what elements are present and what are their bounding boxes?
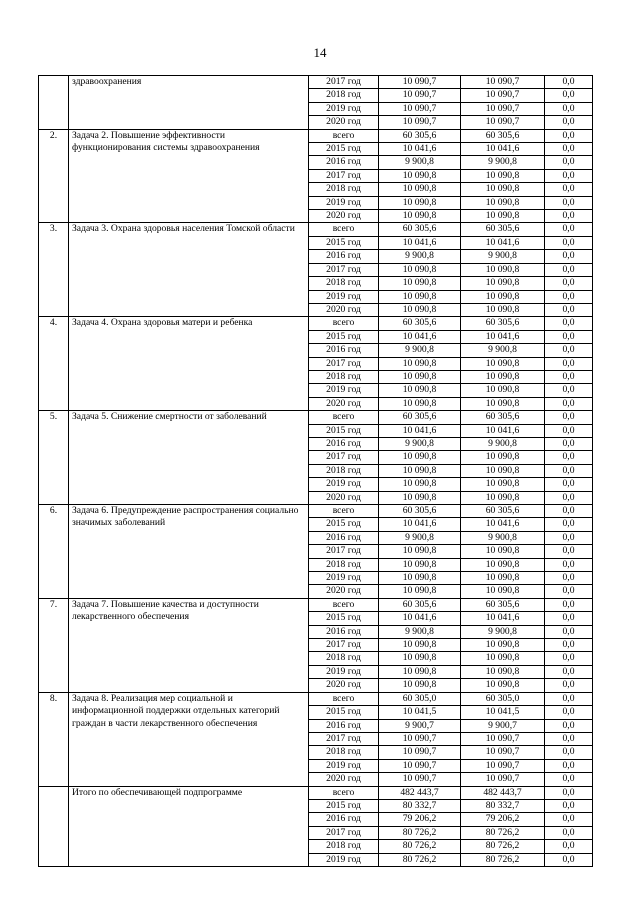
budget-amount-cell: 10 090,7 (461, 759, 545, 772)
table-row (39, 786, 593, 799)
total-amount-cell: 80 726,2 (379, 853, 461, 866)
other-amount-cell: 0,0 (545, 558, 593, 571)
period-cell: 2017 год (309, 545, 379, 558)
budget-amount-cell: 10 090,8 (461, 558, 545, 571)
budget-amount-cell: 80 332,7 (461, 799, 545, 812)
period-cell: 2018 год (309, 746, 379, 759)
budget-amount-cell: 10 090,8 (461, 290, 545, 303)
task-title: здравоохранения (69, 76, 309, 130)
budget-amount-cell: 60 305,6 (461, 223, 545, 236)
total-amount-cell: 10 090,8 (379, 169, 461, 182)
total-amount-cell: 10 090,8 (379, 357, 461, 370)
other-amount-cell: 0,0 (545, 263, 593, 276)
period-cell: 2018 год (309, 464, 379, 477)
period-cell: 2019 год (309, 665, 379, 678)
other-amount-cell: 0,0 (545, 840, 593, 853)
period-cell: 2020 год (309, 210, 379, 223)
period-cell: 2016 год (309, 531, 379, 544)
total-amount-cell: 10 041,6 (379, 330, 461, 343)
task-number: 5. (39, 411, 69, 505)
table-row (39, 129, 593, 142)
other-amount-cell: 0,0 (545, 625, 593, 638)
budget-amount-cell: 10 090,8 (461, 277, 545, 290)
period-cell: 2017 год (309, 732, 379, 745)
other-amount-cell: 0,0 (545, 585, 593, 598)
other-amount-cell: 0,0 (545, 303, 593, 316)
table-row (39, 598, 593, 611)
other-amount-cell: 0,0 (545, 102, 593, 115)
budget-amount-cell: 10 090,8 (461, 665, 545, 678)
period-cell: 2019 год (309, 290, 379, 303)
total-amount-cell: 10 090,7 (379, 732, 461, 745)
period-cell: всего (309, 505, 379, 518)
task-number: 6. (39, 505, 69, 599)
other-amount-cell: 0,0 (545, 759, 593, 772)
task-number: 8. (39, 692, 69, 786)
total-amount-cell: 60 305,6 (379, 598, 461, 611)
total-amount-cell: 10 041,6 (379, 236, 461, 249)
period-cell: 2019 год (309, 759, 379, 772)
period-cell: 2016 год (309, 625, 379, 638)
total-amount-cell: 10 090,8 (379, 464, 461, 477)
other-amount-cell: 0,0 (545, 129, 593, 142)
period-cell: всего (309, 129, 379, 142)
budget-amount-cell: 9 900,7 (461, 719, 545, 732)
budget-amount-cell: 9 900,8 (461, 156, 545, 169)
budget-amount-cell: 60 305,6 (461, 129, 545, 142)
total-amount-cell: 10 090,8 (379, 491, 461, 504)
budget-amount-cell: 79 206,2 (461, 813, 545, 826)
other-amount-cell: 0,0 (545, 210, 593, 223)
budget-amount-cell: 10 090,8 (461, 572, 545, 585)
other-amount-cell: 0,0 (545, 773, 593, 786)
total-amount-cell: 10 090,8 (379, 210, 461, 223)
other-amount-cell: 0,0 (545, 169, 593, 182)
period-cell: 2017 год (309, 357, 379, 370)
budget-amount-cell: 80 726,2 (461, 826, 545, 839)
other-amount-cell: 0,0 (545, 531, 593, 544)
period-cell: 2019 год (309, 384, 379, 397)
total-amount-cell: 10 090,8 (379, 652, 461, 665)
period-cell: 2020 год (309, 679, 379, 692)
period-cell: всего (309, 692, 379, 705)
budget-amount-cell: 10 090,8 (461, 263, 545, 276)
other-amount-cell: 0,0 (545, 397, 593, 410)
other-amount-cell: 0,0 (545, 317, 593, 330)
period-cell: 2020 год (309, 585, 379, 598)
budget-amount-cell: 10 041,6 (461, 424, 545, 437)
table-row (39, 411, 593, 424)
period-cell: 2017 год (309, 76, 379, 89)
period-cell: 2020 год (309, 773, 379, 786)
task-title: Задача 4. Охрана здоровья матери и ребенка (69, 317, 309, 411)
other-amount-cell: 0,0 (545, 706, 593, 719)
budget-amount-cell: 10 090,7 (461, 746, 545, 759)
budget-amount-cell: 9 900,8 (461, 437, 545, 450)
other-amount-cell: 0,0 (545, 505, 593, 518)
other-amount-cell: 0,0 (545, 572, 593, 585)
other-amount-cell: 0,0 (545, 277, 593, 290)
budget-amount-cell: 10 090,8 (461, 303, 545, 316)
budget-amount-cell: 60 305,0 (461, 692, 545, 705)
budget-amount-cell: 9 900,8 (461, 344, 545, 357)
total-amount-cell: 10 041,6 (379, 143, 461, 156)
period-cell: 2018 год (309, 277, 379, 290)
other-amount-cell: 0,0 (545, 411, 593, 424)
other-amount-cell: 0,0 (545, 813, 593, 826)
other-amount-cell: 0,0 (545, 89, 593, 102)
table-row (39, 692, 593, 705)
other-amount-cell: 0,0 (545, 236, 593, 249)
total-amount-cell: 10 090,8 (379, 290, 461, 303)
other-amount-cell: 0,0 (545, 330, 593, 343)
total-amount-cell: 80 332,7 (379, 799, 461, 812)
budget-amount-cell: 10 090,8 (461, 679, 545, 692)
total-amount-cell: 10 090,8 (379, 679, 461, 692)
task-number: 3. (39, 223, 69, 317)
other-amount-cell: 0,0 (545, 853, 593, 866)
budget-amount-cell: 10 090,7 (461, 116, 545, 129)
total-amount-cell: 60 305,6 (379, 505, 461, 518)
budget-amount-cell: 80 726,2 (461, 840, 545, 853)
budget-amount-cell: 10 090,8 (461, 397, 545, 410)
budget-amount-cell: 60 305,6 (461, 505, 545, 518)
task-number (39, 76, 69, 130)
budget-amount-cell: 10 090,8 (461, 464, 545, 477)
total-amount-cell: 60 305,6 (379, 223, 461, 236)
period-cell: 2018 год (309, 89, 379, 102)
total-amount-cell: 482 443,7 (379, 786, 461, 799)
other-amount-cell: 0,0 (545, 786, 593, 799)
task-title: Задача 5. Снижение смертности от заболеваний (69, 411, 309, 505)
total-amount-cell: 10 090,7 (379, 773, 461, 786)
total-amount-cell: 60 305,6 (379, 411, 461, 424)
other-amount-cell: 0,0 (545, 143, 593, 156)
total-amount-cell: 10 090,8 (379, 370, 461, 383)
total-amount-cell: 10 090,7 (379, 89, 461, 102)
other-amount-cell: 0,0 (545, 598, 593, 611)
other-amount-cell: 0,0 (545, 826, 593, 839)
period-cell: 2019 год (309, 102, 379, 115)
other-amount-cell: 0,0 (545, 384, 593, 397)
budget-table (38, 75, 593, 867)
period-cell: 2016 год (309, 813, 379, 826)
total-amount-cell: 10 090,8 (379, 572, 461, 585)
total-amount-cell: 10 090,8 (379, 451, 461, 464)
period-cell: 2017 год (309, 826, 379, 839)
task-title: Задача 8. Реализация мер социальной и информационной поддержки отдельных категорий граждан в части лекарственного обеспечения (69, 692, 309, 786)
other-amount-cell: 0,0 (545, 451, 593, 464)
budget-amount-cell: 10 090,7 (461, 76, 545, 89)
period-cell: 2015 год (309, 518, 379, 531)
task-title: Задача 7. Повышение качества и доступности лекарственного обеспечения (69, 598, 309, 692)
total-amount-cell: 60 305,6 (379, 317, 461, 330)
other-amount-cell: 0,0 (545, 116, 593, 129)
other-amount-cell: 0,0 (545, 665, 593, 678)
other-amount-cell: 0,0 (545, 183, 593, 196)
period-cell: 2019 год (309, 478, 379, 491)
budget-amount-cell: 10 090,7 (461, 89, 545, 102)
total-amount-cell: 10 090,7 (379, 102, 461, 115)
total-amount-cell: 9 900,8 (379, 531, 461, 544)
budget-amount-cell: 10 041,6 (461, 143, 545, 156)
other-amount-cell: 0,0 (545, 545, 593, 558)
budget-amount-cell: 9 900,8 (461, 250, 545, 263)
task-number: 2. (39, 129, 69, 223)
period-cell: всего (309, 317, 379, 330)
period-cell: 2015 год (309, 799, 379, 812)
budget-amount-cell: 80 726,2 (461, 853, 545, 866)
total-amount-cell: 9 900,8 (379, 625, 461, 638)
total-amount-cell: 10 090,8 (379, 397, 461, 410)
page-number: 14 (313, 45, 327, 60)
total-amount-cell: 10 041,5 (379, 706, 461, 719)
budget-amount-cell: 60 305,6 (461, 598, 545, 611)
period-cell: всего (309, 786, 379, 799)
period-cell: 2018 год (309, 370, 379, 383)
total-amount-cell: 10 090,8 (379, 277, 461, 290)
other-amount-cell: 0,0 (545, 290, 593, 303)
period-cell: 2016 год (309, 437, 379, 450)
other-amount-cell: 0,0 (545, 424, 593, 437)
budget-amount-cell: 10 090,7 (461, 732, 545, 745)
total-amount-cell: 10 090,7 (379, 116, 461, 129)
budget-amount-cell: 482 443,7 (461, 786, 545, 799)
other-amount-cell: 0,0 (545, 76, 593, 89)
total-amount-cell: 10 090,8 (379, 303, 461, 316)
period-cell: 2017 год (309, 263, 379, 276)
period-cell: 2015 год (309, 236, 379, 249)
period-cell: 2019 год (309, 196, 379, 209)
total-amount-cell: 10 090,8 (379, 196, 461, 209)
total-amount-cell: 9 900,8 (379, 250, 461, 263)
period-cell: 2015 год (309, 424, 379, 437)
total-amount-cell: 60 305,6 (379, 129, 461, 142)
total-amount-cell: 10 090,7 (379, 76, 461, 89)
task-title: Задача 6. Предупреждение распространения социально значимых заболеваний (69, 505, 309, 599)
period-cell: 2015 год (309, 330, 379, 343)
budget-amount-cell: 10 090,7 (461, 102, 545, 115)
other-amount-cell: 0,0 (545, 437, 593, 450)
period-cell: 2019 год (309, 853, 379, 866)
period-cell: 2015 год (309, 143, 379, 156)
other-amount-cell: 0,0 (545, 478, 593, 491)
other-amount-cell: 0,0 (545, 652, 593, 665)
total-amount-cell: 9 900,8 (379, 344, 461, 357)
budget-amount-cell: 10 041,6 (461, 236, 545, 249)
period-cell: 2018 год (309, 840, 379, 853)
total-amount-cell: 60 305,0 (379, 692, 461, 705)
budget-amount-cell: 10 090,8 (461, 478, 545, 491)
other-amount-cell: 0,0 (545, 639, 593, 652)
table-row (39, 317, 593, 330)
total-amount-cell: 10 090,8 (379, 263, 461, 276)
total-amount-cell: 10 090,8 (379, 478, 461, 491)
total-amount-cell: 10 041,6 (379, 424, 461, 437)
period-cell: 2017 год (309, 451, 379, 464)
budget-amount-cell: 10 090,8 (461, 169, 545, 182)
other-amount-cell: 0,0 (545, 344, 593, 357)
table-row (39, 76, 593, 89)
total-amount-cell: 9 900,8 (379, 437, 461, 450)
total-amount-cell: 79 206,2 (379, 813, 461, 826)
budget-amount-cell: 10 041,6 (461, 518, 545, 531)
total-amount-cell: 10 041,6 (379, 518, 461, 531)
period-cell: 2018 год (309, 558, 379, 571)
other-amount-cell: 0,0 (545, 196, 593, 209)
other-amount-cell: 0,0 (545, 250, 593, 263)
budget-amount-cell: 10 090,8 (461, 585, 545, 598)
total-amount-cell: 10 090,7 (379, 759, 461, 772)
other-amount-cell: 0,0 (545, 799, 593, 812)
total-amount-cell: 10 090,7 (379, 746, 461, 759)
period-cell: 2015 год (309, 706, 379, 719)
budget-amount-cell: 10 090,7 (461, 773, 545, 786)
budget-amount-cell: 10 090,8 (461, 639, 545, 652)
period-cell: 2018 год (309, 183, 379, 196)
period-cell: всего (309, 598, 379, 611)
total-amount-cell: 10 041,6 (379, 612, 461, 625)
total-amount-cell: 80 726,2 (379, 840, 461, 853)
other-amount-cell: 0,0 (545, 370, 593, 383)
budget-amount-cell: 10 090,8 (461, 196, 545, 209)
other-amount-cell: 0,0 (545, 719, 593, 732)
other-amount-cell: 0,0 (545, 156, 593, 169)
other-amount-cell: 0,0 (545, 491, 593, 504)
other-amount-cell: 0,0 (545, 612, 593, 625)
other-amount-cell: 0,0 (545, 692, 593, 705)
other-amount-cell: 0,0 (545, 732, 593, 745)
period-cell: всего (309, 223, 379, 236)
budget-amount-cell: 10 090,8 (461, 491, 545, 504)
budget-amount-cell: 60 305,6 (461, 411, 545, 424)
total-amount-cell: 10 090,8 (379, 384, 461, 397)
period-cell: 2017 год (309, 639, 379, 652)
period-cell: 2018 год (309, 652, 379, 665)
task-number: 7. (39, 598, 69, 692)
table-row (39, 505, 593, 518)
other-amount-cell: 0,0 (545, 518, 593, 531)
budget-amount-cell: 10 090,8 (461, 370, 545, 383)
total-amount-cell: 10 090,8 (379, 665, 461, 678)
budget-amount-cell: 10 090,8 (461, 451, 545, 464)
other-amount-cell: 0,0 (545, 223, 593, 236)
table-row (39, 223, 593, 236)
other-amount-cell: 0,0 (545, 679, 593, 692)
period-cell: 2020 год (309, 116, 379, 129)
budget-amount-cell: 10 090,8 (461, 652, 545, 665)
total-amount-cell: 10 090,8 (379, 183, 461, 196)
other-amount-cell: 0,0 (545, 357, 593, 370)
budget-amount-cell: 10 041,5 (461, 706, 545, 719)
task-title: Задача 3. Охрана здоровья населения Томской области (69, 223, 309, 317)
period-cell: всего (309, 411, 379, 424)
total-amount-cell: 10 090,8 (379, 545, 461, 558)
total-amount-cell: 9 900,8 (379, 156, 461, 169)
task-title: Итого по обеспечивающей подпрограмме (69, 786, 309, 866)
budget-amount-cell: 10 090,8 (461, 210, 545, 223)
period-cell: 2020 год (309, 397, 379, 410)
total-amount-cell: 10 090,8 (379, 639, 461, 652)
period-cell: 2016 год (309, 719, 379, 732)
total-amount-cell: 10 090,8 (379, 585, 461, 598)
budget-amount-cell: 9 900,8 (461, 531, 545, 544)
budget-amount-cell: 10 090,8 (461, 357, 545, 370)
period-cell: 2020 год (309, 303, 379, 316)
other-amount-cell: 0,0 (545, 746, 593, 759)
task-title: Задача 2. Повышение эффективности функционирования системы здравоохранения (69, 129, 309, 223)
period-cell: 2015 год (309, 612, 379, 625)
period-cell: 2016 год (309, 250, 379, 263)
budget-amount-cell: 10 041,6 (461, 612, 545, 625)
total-amount-cell: 10 090,8 (379, 558, 461, 571)
other-amount-cell: 0,0 (545, 464, 593, 477)
period-cell: 2016 год (309, 156, 379, 169)
period-cell: 2020 год (309, 491, 379, 504)
budget-amount-cell: 10 041,6 (461, 330, 545, 343)
budget-amount-cell: 9 900,8 (461, 625, 545, 638)
task-number (39, 786, 69, 866)
period-cell: 2019 год (309, 572, 379, 585)
budget-amount-cell: 10 090,8 (461, 183, 545, 196)
task-number: 4. (39, 317, 69, 411)
budget-amount-cell: 10 090,8 (461, 545, 545, 558)
budget-amount-cell: 60 305,6 (461, 317, 545, 330)
period-cell: 2016 год (309, 344, 379, 357)
total-amount-cell: 9 900,7 (379, 719, 461, 732)
budget-amount-cell: 10 090,8 (461, 384, 545, 397)
period-cell: 2017 год (309, 169, 379, 182)
total-amount-cell: 80 726,2 (379, 826, 461, 839)
